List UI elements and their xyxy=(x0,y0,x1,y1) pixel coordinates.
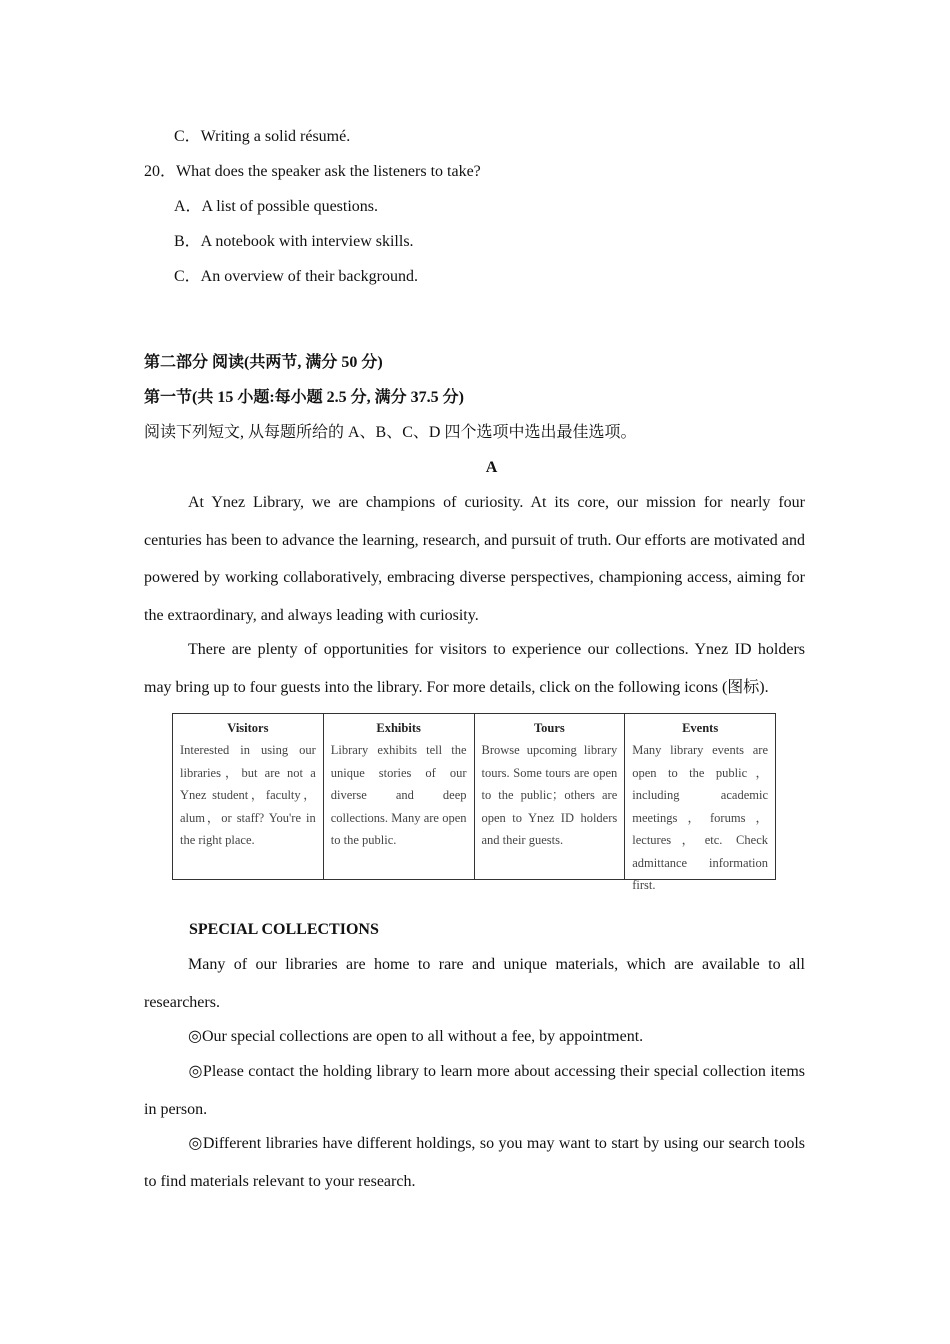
question-20: 20．What does the speaker ask the listeners to take? xyxy=(144,163,481,180)
icon-events[interactable] xyxy=(625,714,775,892)
icon-text: Interested in using our libraries，but are not a Ynez student，faculty，alum，or staff? You're in the right place. xyxy=(180,743,316,847)
instruction: 阅读下列短文, 从每题所给的 A、B、C、D 四个选项中选出最佳选项。 xyxy=(144,424,637,441)
icon-tours[interactable] xyxy=(475,714,626,879)
special-intro: Many of our libraries are home to rare and unique materials, which are available to all researchers. xyxy=(144,956,805,1011)
paragraph-1: At Ynez Library, we are champions of curiosity. At its core, our mission for nearly four centuries has been to advance the learning, research, and pursuit of truth. Our efforts are motivated and powered by working collaboratively, embracing diverse perspectives, championing access, aiming for the extraordinary, and always leading with curiosity. xyxy=(144,494,805,624)
q20-option-a: A．A list of possible questions. xyxy=(174,198,379,215)
special-collections-heading: SPECIAL COLLECTIONS xyxy=(189,921,379,938)
icon-text: Many library events are open to the public，including academic meetings，forums，lectures，etc. Check admittance information first. xyxy=(632,743,768,892)
icon-visitors[interactable] xyxy=(173,714,324,879)
special-bullet-3: ◎Different libraries have different holdings, so you may want to start by using our search tools to find materials relevant to your research. xyxy=(144,1135,805,1190)
passage-label: A xyxy=(485,459,498,476)
paragraph-2: There are plenty of opportunities for visitors to experience our collections. Ynez ID holders may bring up to four guests into the library. For more details, click on the following icons (图标). xyxy=(144,641,805,696)
q20-option-c: C．An overview of their background. xyxy=(174,268,418,285)
icon-text: Library exhibits tell the unique stories of our diverse and deep collections. Many are open to the public. xyxy=(330,743,467,847)
icon-title: Events xyxy=(682,721,719,735)
icon-text: Browse upcoming library tours. Some tours are open to the public；others are open to Ynez ID holders and their guests. xyxy=(481,743,618,847)
icon-title: Visitors xyxy=(227,721,269,735)
special-bullet-1: ◎Our special collections are open to all without a fee, by appointment. xyxy=(188,1028,644,1045)
icons-table xyxy=(172,713,776,892)
prev-question-option-c: C．Writing a solid résumé. xyxy=(174,128,351,145)
icon-exhibits[interactable] xyxy=(324,714,475,879)
icon-title: Tours xyxy=(533,721,565,735)
q20-option-b: B．A notebook with interview skills. xyxy=(174,233,414,250)
section-title: 第一节(共 15 小题:每小题 2.5 分, 满分 37.5 分) xyxy=(144,389,464,406)
icon-title: Exhibits xyxy=(376,721,421,735)
special-bullet-2: ◎Please contact the holding library to learn more about accessing their special collection items in person. xyxy=(144,1063,805,1118)
part-title: 第二部分 阅读(共两节, 满分 50 分) xyxy=(144,354,383,371)
